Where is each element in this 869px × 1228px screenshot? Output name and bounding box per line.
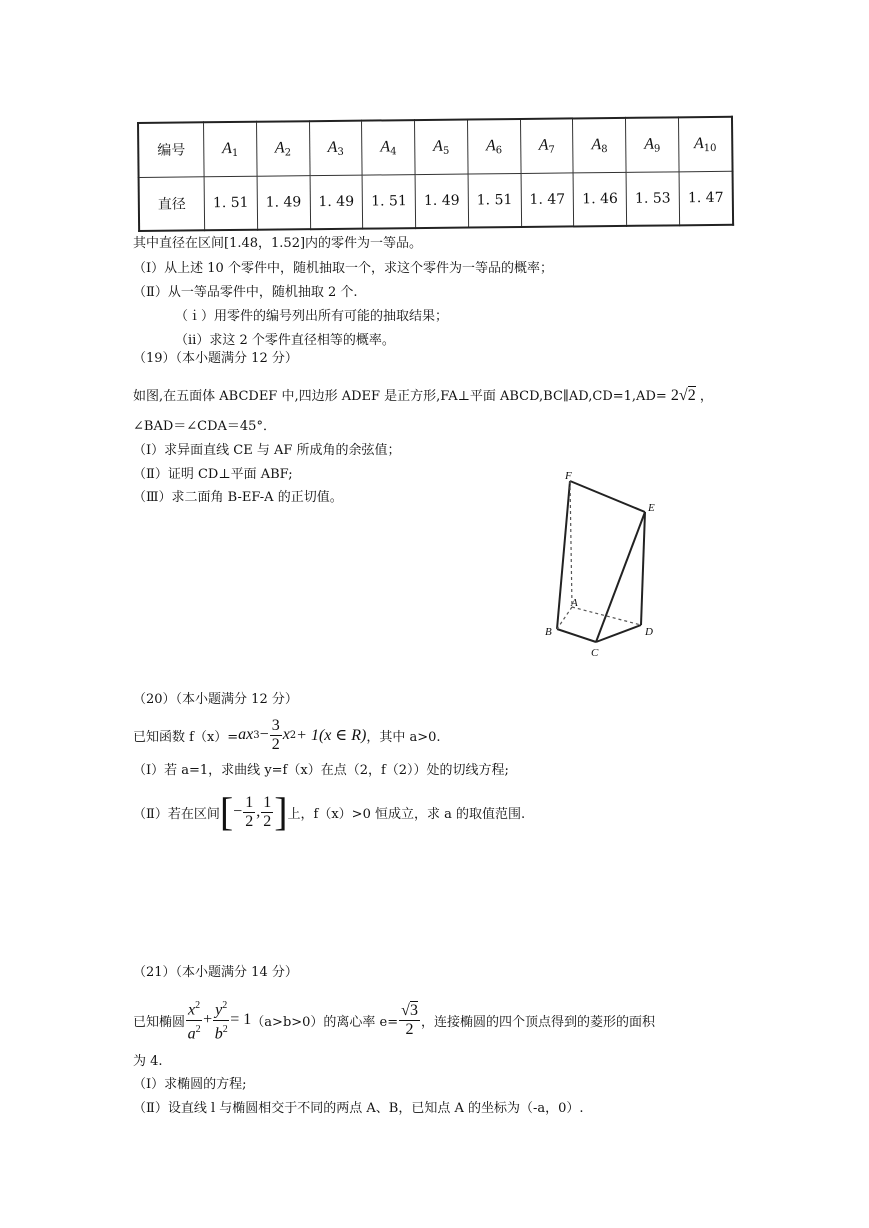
q18-sub-ii: （ⅱ）求这 2 个零件直径相等的概率。 bbox=[175, 333, 395, 348]
q21-part1: （Ⅰ）求椭圆的方程; bbox=[133, 1077, 247, 1092]
edge-ED bbox=[641, 512, 645, 625]
sqrt-symbol: √ bbox=[678, 387, 688, 404]
table-cell-diameter: 1. 49 bbox=[415, 174, 468, 229]
table-cell-diameter: 1. 46 bbox=[573, 172, 626, 227]
formula-frac-3-2: $\frac{3}{2}$ bbox=[271, 716, 280, 753]
table-cell-diameter: 1. 47 bbox=[679, 171, 733, 226]
edge-FB bbox=[557, 481, 570, 629]
pentahedron-figure bbox=[535, 465, 670, 660]
q21-stem-post: ，连接椭圆的四个顶点得到的菱形的面积 bbox=[420, 1014, 655, 1030]
table-cell-id: $A_8$ bbox=[573, 118, 626, 173]
edge-CD bbox=[596, 625, 641, 642]
formula-exp2: 2 bbox=[289, 729, 297, 741]
parts-diameter-table bbox=[137, 116, 734, 232]
q20-stem bbox=[133, 716, 441, 754]
label-F: F bbox=[565, 470, 572, 482]
table-cell-diameter: 1. 47 bbox=[521, 172, 574, 227]
interval-frac-2: $\frac{1}{2}$ bbox=[263, 793, 272, 830]
formula-exp3: 3 bbox=[253, 729, 260, 741]
eccentricity-frac: $\frac{√3}{2}$ bbox=[401, 1001, 418, 1038]
q18-part2: （Ⅱ）从一等品零件中，随机抽取 2 个. bbox=[133, 285, 358, 300]
row-header-id: 编号 bbox=[138, 122, 204, 177]
table-cell-id: $A_6$ bbox=[467, 119, 520, 174]
interval-comma: , bbox=[256, 803, 261, 820]
q21-stem bbox=[133, 996, 655, 1044]
q20-part1: （Ⅰ）若 a=1，求曲线 y=f（x）在点（2，f（2））处的切线方程; bbox=[133, 763, 509, 778]
table-cell-diameter: 1. 53 bbox=[626, 171, 679, 226]
table-cell-id: $A_9$ bbox=[626, 117, 679, 172]
q18-part1: （Ⅰ）从上述 10 个零件中，随机抽取一个，求这个零件为一等品的概率； bbox=[133, 261, 553, 276]
q20-stem-pre: 已知函数 f（x）= bbox=[133, 729, 239, 745]
edge-FA bbox=[570, 481, 572, 607]
table-cell-id: $A_{10}$ bbox=[678, 117, 732, 172]
q19-header: （19）（本小题满分 12 分） bbox=[133, 351, 298, 366]
q19-stem-tail: ， bbox=[699, 389, 713, 404]
formula-x: x bbox=[282, 726, 290, 743]
interval-frac-1: $\frac{1}{2}$ bbox=[245, 793, 254, 830]
q21-cond: （a>b>0）的离心率 e= bbox=[251, 1014, 399, 1030]
table-row bbox=[139, 171, 734, 231]
ellipse-equals: = 1 bbox=[230, 1011, 252, 1028]
bracket-left: [ bbox=[219, 789, 234, 834]
q19-part3: （Ⅲ）求二面角 B-EF-A 的正切值。 bbox=[133, 490, 343, 505]
q20-stem-post: ，其中 a>0. bbox=[366, 729, 441, 745]
table-cell-diameter: 1. 51 bbox=[204, 176, 257, 231]
bracket-right: ] bbox=[274, 789, 288, 834]
q21-stem-cont: 为 4. bbox=[133, 1054, 163, 1069]
q19-part2: （Ⅱ）证明 CD⊥平面 ABF; bbox=[133, 467, 293, 482]
q21-header: （21）（本小题满分 14 分） bbox=[133, 965, 298, 980]
q20-part2-pre: （Ⅱ）若在区间 bbox=[133, 806, 220, 822]
q18-sub-i: （ｉ）用零件的编号列出所有可能的抽取结果； bbox=[175, 309, 449, 324]
q18-note: 其中直径在区间[1.48，1.52]内的零件为一等品。 bbox=[133, 236, 423, 251]
parts-table-wrap bbox=[137, 116, 736, 232]
edge-BC bbox=[557, 629, 596, 642]
q21-stem-pre: 已知椭圆 bbox=[133, 1014, 186, 1030]
label-D: D bbox=[645, 626, 653, 638]
q19-ad-radicand: 2 bbox=[687, 387, 696, 404]
q19-stem-line2: ∠BAD＝∠CDA＝45°． bbox=[133, 419, 276, 434]
table-cell-id: $A_7$ bbox=[520, 118, 573, 173]
table-cell-id: $A_1$ bbox=[204, 122, 257, 177]
label-B: B bbox=[545, 626, 552, 638]
edge-EC bbox=[596, 512, 645, 642]
q20-part2-post: 上，f（x）>0 恒成立，求 a 的取值范围. bbox=[287, 806, 526, 822]
ellipse-frac-y: $\frac{y^2}{b^2}$ bbox=[213, 997, 229, 1043]
q19-stem-line1 bbox=[133, 387, 713, 406]
table-row bbox=[138, 117, 733, 177]
table-cell-id: $A_4$ bbox=[362, 120, 415, 175]
label-A: A bbox=[571, 597, 578, 609]
table-cell-diameter: 1. 49 bbox=[310, 175, 363, 230]
formula-ax: ax bbox=[238, 726, 254, 743]
interval-minus: − bbox=[233, 803, 243, 820]
label-C: C bbox=[591, 647, 599, 659]
q19-part1: （Ⅰ）求异面直线 CE 与 AF 所成角的余弦值； bbox=[133, 443, 401, 458]
table-cell-diameter: 1. 49 bbox=[257, 175, 310, 230]
ellipse-frac-x: $\frac{x^2}{a^2}$ bbox=[186, 997, 202, 1043]
edge-FE bbox=[570, 481, 645, 512]
formula-minus: − bbox=[259, 726, 269, 743]
q20-part2 bbox=[133, 788, 525, 836]
table-cell-diameter: 1. 51 bbox=[468, 173, 521, 228]
row-header-diameter: 直径 bbox=[139, 176, 205, 231]
table-cell-diameter: 1. 51 bbox=[362, 174, 415, 229]
table-cell-id: $A_3$ bbox=[309, 121, 362, 176]
ellipse-plus: + bbox=[203, 1011, 213, 1028]
table-cell-id: $A_5$ bbox=[415, 120, 468, 175]
q19-stem-text: 如图,在五面体 ABCDEF 中,四边形 ADEF 是正方形,FA⊥平面 ABCD,BC∥AD,CD=1,AD= bbox=[133, 389, 667, 404]
q19-ad-coef: 2 bbox=[670, 387, 679, 404]
q21-part2: （Ⅱ）设直线 l 与椭圆相交于不同的两点 A、B，已知点 A 的坐标为（-a，0）. bbox=[133, 1101, 584, 1116]
formula-rest: + 1(x ∈ R) bbox=[296, 727, 367, 744]
table-cell-id: $A_2$ bbox=[256, 121, 309, 176]
q20-header: （20）（本小题满分 12 分） bbox=[133, 692, 298, 707]
label-E: E bbox=[648, 502, 655, 514]
